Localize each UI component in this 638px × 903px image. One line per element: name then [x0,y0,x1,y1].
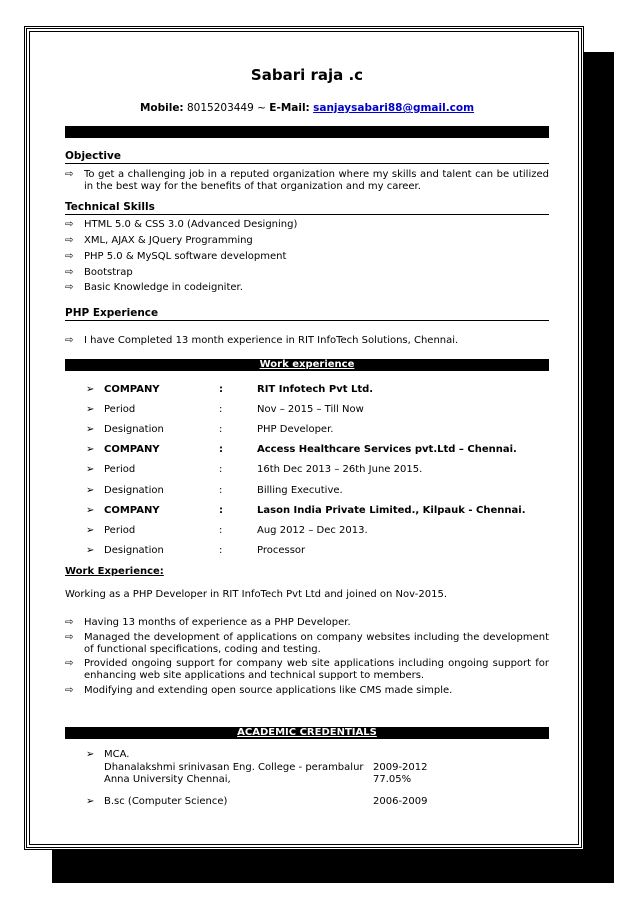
work-experience-bar [65,359,549,371]
skill-text: PHP 5.0 & MySQL software development [84,251,287,262]
email-label: E-Mail: [269,102,310,114]
work-row-value: RIT Infotech Pvt Ltd. [257,384,374,395]
work-row-colon: : [219,464,223,475]
college-name: Dhanalakshmi srinivasan Eng. College - perambalur [104,762,364,773]
chevron-icon: ➢ [86,545,95,556]
php-experience-text: I have Completed 13 month experience in RIT InfoTech Solutions, Chennai. [84,335,459,346]
chevron-icon: ➢ [86,464,95,475]
arrow-icon: ⇨ [65,335,74,346]
resume-page [24,26,584,850]
work-row-colon: : [219,485,223,496]
degree-name: MCA. [104,749,130,760]
work-row-value: Billing Executive. [257,485,343,496]
work-description-text: Modifying and extending open source applications like CMS made simple. [84,685,453,696]
work-row-label: COMPANY [104,505,160,516]
work-experience-title: Work experience [259,359,355,370]
chevron-icon: ➢ [86,384,95,395]
objective-heading: Objective [65,150,549,164]
work-row-colon: : [219,444,223,455]
work-row-colon: : [219,505,223,516]
work-row-value: Access Healthcare Services pvt.Ltd – Chennai. [257,444,517,455]
degree-years: 2006-2009 [373,796,428,807]
work-row-colon: : [219,525,223,536]
php-experience-heading: PHP Experience [65,307,549,321]
arrow-icon: ⇨ [65,685,74,696]
work-row-colon: : [219,545,223,556]
work-row-label: Period [104,525,136,536]
mobile-number: 8015203449 [186,102,254,114]
work-description-text: Having 13 months of experience as a PHP Developer. [84,617,351,628]
degree-name: B.sc (Computer Science) [104,796,228,807]
work-row-value: Nov – 2015 – Till Now [257,404,364,415]
candidate-name: Sabari raja .c [250,66,364,84]
skill-text: Bootstrap [84,267,133,278]
header-divider-bar [65,126,549,138]
chevron-icon: ➢ [86,796,95,807]
arrow-icon: ⇨ [65,617,74,628]
academic-credentials-title: ACADEMIC CREDENTIALS [237,727,377,738]
work-description-heading: Work Experience: [65,566,164,577]
work-row-value: 16th Dec 2013 – 26th June 2015. [257,464,423,475]
degree-score: 77.05% [373,774,412,785]
work-row-colon: : [219,404,223,415]
university-name: Anna University Chennai, [104,774,231,785]
chevron-icon: ➢ [86,525,95,536]
skill-text: HTML 5.0 & CSS 3.0 (Advanced Designing) [84,219,298,230]
contact-separator: ~ [257,102,266,114]
email-link[interactable]: sanjaysabari88@gmail.com [313,102,475,114]
arrow-icon: ⇨ [65,251,74,262]
skill-text: XML, AJAX & JQuery Programming [84,235,253,246]
technical-skills-heading: Technical Skills [65,201,549,215]
work-description-text: Provided ongoing support for company web site applications including ongoing support for enhancing web site applications and technical support to members. [84,658,549,681]
arrow-icon: ⇨ [65,282,74,293]
work-description-intro: Working as a PHP Developer in RIT InfoTech Pvt Ltd and joined on Nov-2015. [65,589,448,600]
work-row-label: COMPANY [104,444,160,455]
work-description-text: Managed the development of applications on company websites including the development of functional specifications, coding and testing. [84,632,549,655]
work-row-label: Designation [104,485,164,496]
mobile-label: Mobile: [139,102,184,114]
work-row-value: PHP Developer. [257,424,334,435]
arrow-icon: ⇨ [65,658,74,669]
arrow-icon: ⇨ [65,632,74,643]
contact-line [65,102,549,114]
arrow-icon: ⇨ [65,219,74,230]
work-row-value: Lason India Private Limited., Kilpauk - Chennai. [257,505,526,516]
chevron-icon: ➢ [86,404,95,415]
degree-years: 2009-2012 [373,762,428,773]
chevron-icon: ➢ [86,749,95,760]
work-row-colon: : [219,424,223,435]
arrow-icon: ⇨ [65,235,74,246]
work-row-label: COMPANY [104,384,160,395]
work-row-colon: : [219,384,223,395]
chevron-icon: ➢ [86,505,95,516]
work-row-value: Processor [257,545,306,556]
work-row-label: Designation [104,424,164,435]
work-row-label: Designation [104,545,164,556]
work-row-value: Aug 2012 – Dec 2013. [257,525,368,536]
arrow-icon: ⇨ [65,267,74,278]
chevron-icon: ➢ [86,485,95,496]
chevron-icon: ➢ [86,424,95,435]
skill-text: Basic Knowledge in codeigniter. [84,282,243,293]
objective-text: To get a challenging job in a reputed organization where my skills and talent can be utilized in the best way for the benefits of that organization and my career. [84,169,549,192]
work-row-label: Period [104,404,136,415]
arrow-icon: ⇨ [65,169,74,180]
chevron-icon: ➢ [86,444,95,455]
academic-credentials-bar [65,727,549,739]
work-row-label: Period [104,464,136,475]
